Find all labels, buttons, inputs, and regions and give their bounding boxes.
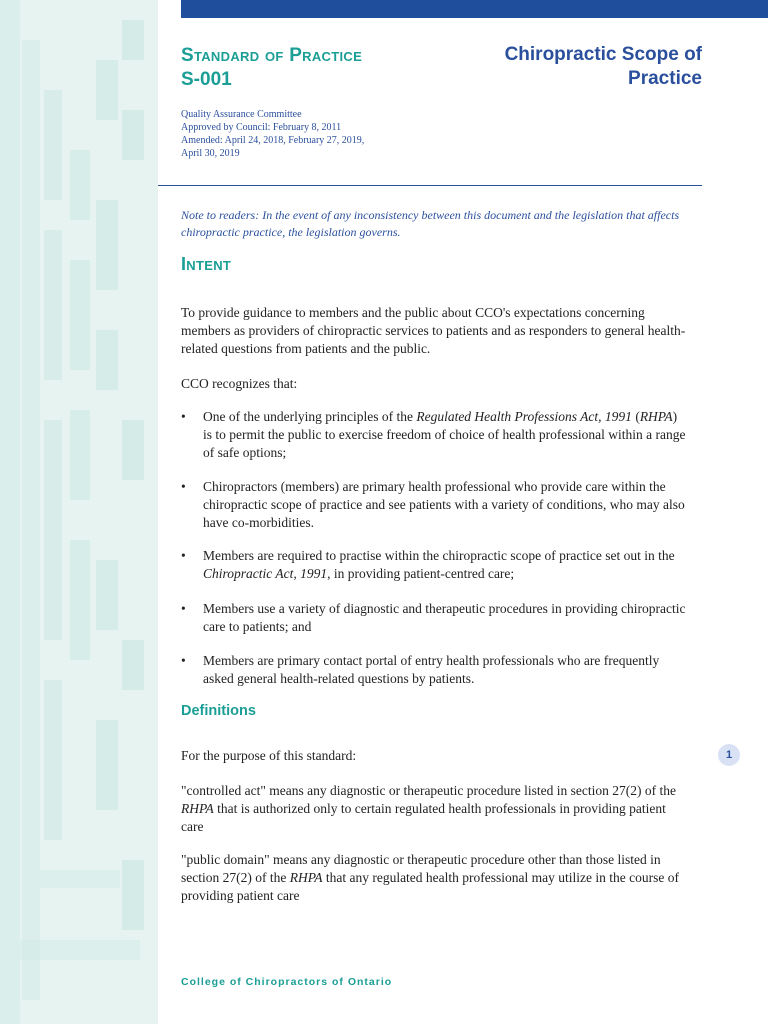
bullet-dot: • [181,479,186,494]
definition-controlled-act: "controlled act" means any diagnostic or therapeutic procedure listed in section 27(2) of the RHPA that is authorized only to certain regulated health professionals in providing patient care [181,783,676,834]
decorative-sidebar [0,0,158,1024]
standard-code: S-001 [181,69,232,90]
note-to-readers: Note to readers: In the event of any inconsistency between this document and the legislation that affects chiropractic practice, the legislation governs. [181,208,680,239]
approved-line: Approved by Council: February 8, 2011 [181,122,342,133]
definitions-heading: Definitions [181,703,256,719]
document-meta [181,108,364,160]
bullet-item [181,652,686,688]
header-divider [158,185,702,186]
sidebar-pattern [0,0,158,1024]
recognizes-line: CCO recognizes that: [181,376,298,391]
definitions-intro: For the purpose of this standard: [181,748,357,763]
bullet-item [181,408,686,462]
bullet-text: One of the underlying principles of the Regulated Health Professions Act, 1991 (RHPA) is to permit the public to exercise freedom of choice of health professional within a range of safe options; [203,409,686,460]
amended-line-1: Amended: April 24, 2018, February 27, 2019, [181,135,365,146]
bullet-text: Chiropractors (members) are primary health professional who provide care within the chiropractic scope of practice and see patients with a variety of conditions, who may also have co-morbidities. [203,479,685,530]
committee-line: Quality Assurance Committee [181,109,302,120]
amended-line-2: April 30, 2019 [181,148,240,159]
bullet-dot: • [181,409,186,424]
standard-label: Standard of Practice [181,45,363,66]
bullet-dot: • [181,601,186,616]
bullet-item [181,547,686,583]
bullet-item [181,478,686,532]
bullet-text: Members are primary contact portal of entry health professionals who are frequently asked general health-related questions by patients. [203,653,660,686]
header-bar [181,0,768,18]
intent-paragraph: To provide guidance to members and the public about CCO's expectations concerning members as providers of chiropractic services to patients and as responders to general health-related questions from patients and the public. [181,305,686,356]
standard-title [181,44,362,92]
page-number-badge: 1 [718,744,740,766]
document-title: Chiropractic Scope of Practice [504,44,702,89]
definition-public-domain: "public domain" means any diagnostic or therapeutic procedure other than those listed in section 27(2) of the RHPA that any regulated health professional may utilize in the course of providing patient care [181,852,679,903]
bullet-item [181,600,686,636]
footer-organization: College of Chiropractors of Ontario [181,976,393,988]
intent-heading: Intent [181,254,232,274]
bullet-dot: • [181,653,186,668]
bullet-text: Members are required to practise within the chiropractic scope of practice set out in the Chiropractic Act, 1991, in providing patient-centred care; [203,548,675,581]
bullet-text: Members use a variety of diagnostic and therapeutic procedures in providing chiropractic care to patients; and [203,601,686,634]
bullet-dot: • [181,548,186,563]
